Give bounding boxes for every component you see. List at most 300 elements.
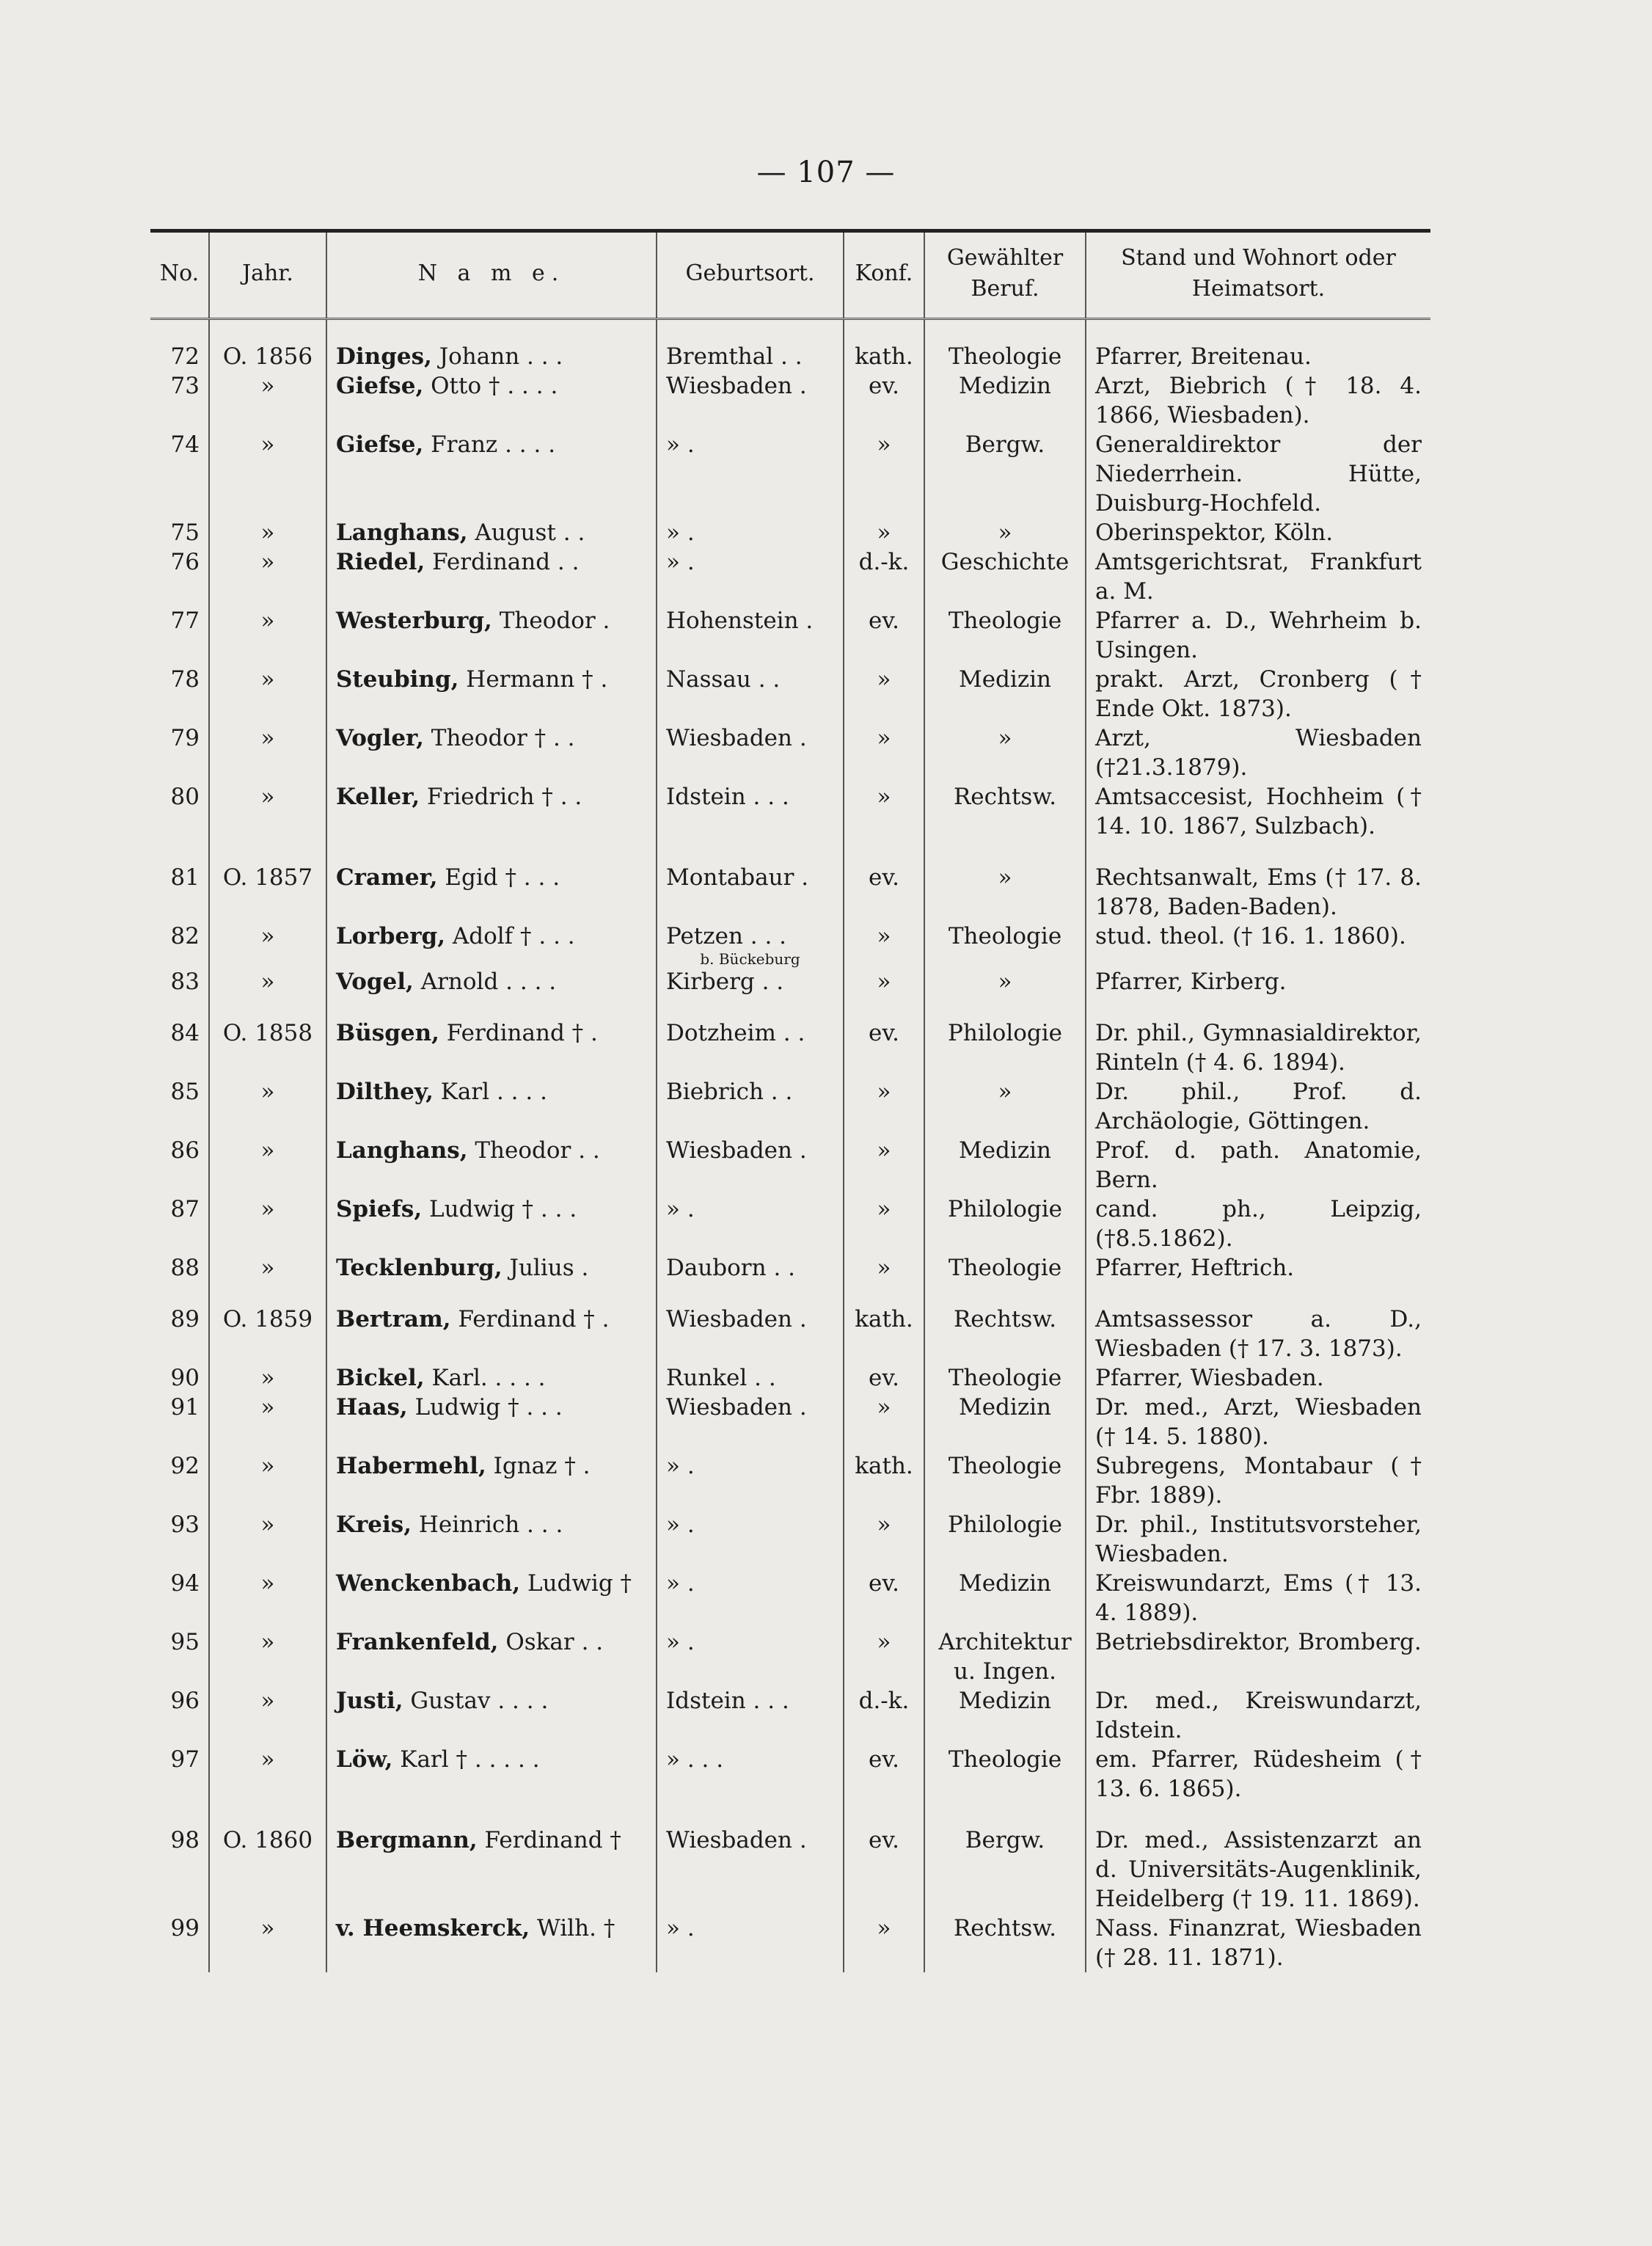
row-name bbox=[326, 1363, 657, 1393]
row-birthplace bbox=[657, 1077, 844, 1136]
row-number: 86 bbox=[170, 1137, 200, 1164]
row-surname: Bickel, bbox=[336, 1365, 425, 1391]
row-name bbox=[326, 665, 657, 723]
row-status-residence: Amtsgerichtsrat, Frankfurt a. M. bbox=[1086, 547, 1430, 606]
row-year: » bbox=[209, 1077, 326, 1136]
row-birthplace-text: » . bbox=[666, 1512, 695, 1538]
row-name bbox=[326, 371, 657, 430]
row-year: » bbox=[209, 1510, 326, 1569]
row-birthplace bbox=[657, 1686, 844, 1745]
table-row bbox=[150, 606, 1430, 665]
row-profession: Theologie bbox=[924, 1745, 1086, 1804]
row-confession: » bbox=[844, 922, 924, 967]
row-birthplace-text: Runkel . . bbox=[666, 1365, 776, 1391]
row-given-name: Johann . . . bbox=[431, 343, 563, 370]
row-year: » bbox=[209, 1363, 326, 1393]
row-number: 90 bbox=[170, 1365, 200, 1391]
row-number: 76 bbox=[170, 549, 200, 575]
row-confession: » bbox=[844, 1195, 924, 1253]
row-confession: » bbox=[844, 967, 924, 996]
row-surname: Tecklenburg, bbox=[336, 1255, 502, 1281]
table-row bbox=[150, 1451, 1430, 1510]
row-surname: Cramer, bbox=[336, 864, 438, 891]
row-birthplace bbox=[657, 371, 844, 430]
row-birthplace bbox=[657, 1914, 844, 1972]
row-confession: kath. bbox=[844, 1451, 924, 1510]
row-confession: ev. bbox=[844, 841, 924, 922]
row-profession: Philologie bbox=[924, 1510, 1086, 1569]
row-given-name: Ignaz † . bbox=[486, 1453, 591, 1479]
row-birthplace bbox=[657, 922, 844, 967]
row-confession: ev. bbox=[844, 371, 924, 430]
row-number: 96 bbox=[170, 1688, 200, 1714]
table-row bbox=[150, 841, 1430, 922]
row-confession: » bbox=[844, 1914, 924, 1972]
row-birthplace-text: » . bbox=[666, 1629, 695, 1655]
row-year: » bbox=[209, 1686, 326, 1745]
row-given-name: Karl † . . . . . bbox=[392, 1746, 540, 1773]
row-number: 91 bbox=[170, 1394, 200, 1421]
row-name bbox=[326, 1195, 657, 1253]
row-given-name: Theodor . bbox=[491, 608, 610, 634]
row-birthplace-text: Kirberg . . bbox=[666, 969, 784, 995]
row-year: » bbox=[209, 606, 326, 665]
row-birthplace bbox=[657, 319, 844, 372]
row-given-name: Hermann † . bbox=[458, 666, 608, 693]
row-profession: Medizin bbox=[924, 665, 1086, 723]
row-number: 84 bbox=[170, 1020, 200, 1046]
row-status-residence: Dr. med., Arzt, Wiesbaden († 14. 5. 1880). bbox=[1086, 1393, 1430, 1451]
row-birthplace-text: Petzen . . . bbox=[666, 923, 787, 949]
row-number: 74 bbox=[170, 431, 200, 458]
row-surname: Spiefs, bbox=[336, 1196, 423, 1222]
row-number: 88 bbox=[170, 1255, 200, 1281]
row-year: » bbox=[209, 1195, 326, 1253]
row-profession: Theologie bbox=[924, 922, 1086, 967]
row-birthplace-text: Nassau . . bbox=[666, 666, 781, 693]
row-year: » bbox=[209, 782, 326, 841]
row-year: » bbox=[209, 547, 326, 606]
row-number: 98 bbox=[170, 1827, 200, 1853]
row-confession: kath. bbox=[844, 1283, 924, 1363]
row-status-residence: cand. ph., Leipzig, (†8.5.1862). bbox=[1086, 1195, 1430, 1253]
row-birthplace-text: » . . . bbox=[666, 1746, 724, 1773]
row-profession: Philologie bbox=[924, 1195, 1086, 1253]
row-number: 99 bbox=[170, 1915, 200, 1941]
row-name bbox=[326, 430, 657, 518]
row-surname: Vogler, bbox=[336, 725, 424, 751]
row-number: 87 bbox=[170, 1196, 200, 1222]
row-birthplace-text: Montabaur . bbox=[666, 864, 809, 891]
row-surname: Westerburg, bbox=[336, 608, 492, 634]
row-status-residence: Pfarrer, Kirberg. bbox=[1086, 967, 1430, 996]
row-name bbox=[326, 1077, 657, 1136]
row-given-name: Theodor † . . bbox=[423, 725, 575, 751]
table-row bbox=[150, 922, 1430, 967]
row-birthplace bbox=[657, 1283, 844, 1363]
row-name bbox=[326, 996, 657, 1077]
table-row bbox=[150, 1195, 1430, 1253]
row-given-name: Otto † . . . . bbox=[423, 373, 558, 399]
table-row bbox=[150, 1804, 1430, 1914]
table-row bbox=[150, 518, 1430, 547]
row-status-residence: Generaldirektor der Niederrhein. Hütte, Duisburg-Hochfeld. bbox=[1086, 430, 1430, 518]
row-given-name: Theodor . . bbox=[467, 1137, 600, 1164]
row-status-residence: Subregens, Montabaur († Fbr. 1889). bbox=[1086, 1451, 1430, 1510]
row-name bbox=[326, 1627, 657, 1686]
row-name bbox=[326, 1393, 657, 1451]
row-year: » bbox=[209, 1253, 326, 1283]
row-profession: Rechtsw. bbox=[924, 1283, 1086, 1363]
row-profession: Medizin bbox=[924, 1136, 1086, 1195]
row-name bbox=[326, 319, 657, 372]
row-name bbox=[326, 1253, 657, 1283]
row-status-residence: Pfarrer, Wiesbaden. bbox=[1086, 1363, 1430, 1393]
row-birthplace-text: Bremthal . . bbox=[666, 343, 803, 370]
row-profession: » bbox=[924, 841, 1086, 922]
row-given-name: Ferdinand † bbox=[477, 1827, 621, 1853]
header-geburtsort: Geburtsort. bbox=[657, 231, 844, 319]
table-row bbox=[150, 782, 1430, 841]
row-profession: » bbox=[924, 1077, 1086, 1136]
row-year: » bbox=[209, 1393, 326, 1451]
table-row bbox=[150, 1745, 1430, 1804]
row-status-residence: Pfarrer a. D., Wehrheim b. Usingen. bbox=[1086, 606, 1430, 665]
header-konf: Konf. bbox=[844, 231, 924, 319]
row-year: » bbox=[209, 1569, 326, 1627]
row-confession: » bbox=[844, 665, 924, 723]
row-number: 79 bbox=[170, 725, 200, 751]
row-birthplace bbox=[657, 782, 844, 841]
row-year: » bbox=[209, 1451, 326, 1510]
row-birthplace-text: » . bbox=[666, 549, 695, 575]
row-number: 92 bbox=[170, 1453, 200, 1479]
row-profession: Bergw. bbox=[924, 1804, 1086, 1914]
row-number: 72 bbox=[170, 343, 200, 370]
row-confession: » bbox=[844, 430, 924, 518]
row-birthplace-text: Wiesbaden . bbox=[666, 725, 807, 751]
row-name bbox=[326, 922, 657, 967]
row-given-name: Egid † . . . bbox=[437, 864, 560, 891]
row-birthplace-text: » . bbox=[666, 519, 695, 546]
page-number: — 107 — bbox=[756, 156, 896, 189]
row-year: O. 1860 bbox=[209, 1804, 326, 1914]
table-row bbox=[150, 665, 1430, 723]
row-birthplace-text: Biebrich . . bbox=[666, 1079, 793, 1105]
row-birthplace bbox=[657, 1253, 844, 1283]
row-name bbox=[326, 841, 657, 922]
row-year: » bbox=[209, 665, 326, 723]
row-confession: » bbox=[844, 782, 924, 841]
row-confession: » bbox=[844, 518, 924, 547]
row-given-name: Ferdinand † . bbox=[450, 1306, 610, 1332]
row-status-residence: Dr. phil., Institutsvorsteher, Wiesbaden. bbox=[1086, 1510, 1430, 1569]
row-confession: kath. bbox=[844, 319, 924, 372]
row-year: » bbox=[209, 922, 326, 967]
row-surname: Lorberg, bbox=[336, 923, 446, 949]
table-row bbox=[150, 1627, 1430, 1686]
row-profession: Geschichte bbox=[924, 547, 1086, 606]
row-name bbox=[326, 1569, 657, 1627]
row-birthplace bbox=[657, 1393, 844, 1451]
row-name bbox=[326, 1686, 657, 1745]
header-beruf: Gewählter Beruf. bbox=[924, 231, 1086, 319]
row-birthplace bbox=[657, 967, 844, 996]
row-birthplace bbox=[657, 1510, 844, 1569]
row-profession: Medizin bbox=[924, 1569, 1086, 1627]
table-row bbox=[150, 1253, 1430, 1283]
row-given-name: Ludwig † bbox=[520, 1570, 632, 1597]
row-number: 82 bbox=[170, 923, 200, 949]
row-status-residence: Arzt, Biebrich († 18. 4. 1866, Wiesbaden). bbox=[1086, 371, 1430, 430]
row-confession: ev. bbox=[844, 1745, 924, 1804]
table-header-row bbox=[150, 231, 1430, 319]
table-row bbox=[150, 1914, 1430, 1972]
row-birthplace-text: Hohenstein . bbox=[666, 608, 814, 634]
row-given-name: Friedrich † . . bbox=[420, 784, 582, 810]
row-surname: Wenckenbach, bbox=[336, 1570, 521, 1597]
row-name bbox=[326, 606, 657, 665]
row-name bbox=[326, 1283, 657, 1363]
row-status-residence: Pfarrer, Breitenau. bbox=[1086, 319, 1430, 372]
row-year: » bbox=[209, 518, 326, 547]
row-surname: Löw, bbox=[336, 1746, 393, 1773]
row-status-residence: Arzt, Wiesbaden (†21.3.1879). bbox=[1086, 723, 1430, 782]
row-birthplace bbox=[657, 1745, 844, 1804]
row-name bbox=[326, 518, 657, 547]
row-birthplace bbox=[657, 1363, 844, 1393]
row-confession: ev. bbox=[844, 1569, 924, 1627]
row-year: » bbox=[209, 1745, 326, 1804]
header-name: N a m e. bbox=[326, 231, 657, 319]
row-birthplace bbox=[657, 606, 844, 665]
row-status-residence: Pfarrer, Heftrich. bbox=[1086, 1253, 1430, 1283]
table-row bbox=[150, 1136, 1430, 1195]
row-number: 95 bbox=[170, 1629, 200, 1655]
row-confession: » bbox=[844, 1510, 924, 1569]
row-given-name: Franz . . . . bbox=[423, 431, 556, 458]
row-confession: d.-k. bbox=[844, 1686, 924, 1745]
row-birthplace bbox=[657, 430, 844, 518]
table-row bbox=[150, 723, 1430, 782]
table-row bbox=[150, 1283, 1430, 1363]
row-surname: Justi, bbox=[336, 1688, 403, 1714]
row-status-residence: em. Pfarrer, Rüdesheim († 13. 6. 1865). bbox=[1086, 1745, 1430, 1804]
row-year: » bbox=[209, 371, 326, 430]
row-birthplace bbox=[657, 1804, 844, 1914]
row-profession: Theologie bbox=[924, 1253, 1086, 1283]
row-surname: Habermehl, bbox=[336, 1453, 486, 1479]
row-birthplace bbox=[657, 1569, 844, 1627]
table-row bbox=[150, 319, 1430, 372]
row-name bbox=[326, 1745, 657, 1804]
row-birthplace-text: Wiesbaden . bbox=[666, 373, 807, 399]
row-number: 93 bbox=[170, 1512, 200, 1538]
row-birthplace-text: Idstein . . . bbox=[666, 784, 789, 810]
row-year: » bbox=[209, 1914, 326, 1972]
table-row bbox=[150, 547, 1430, 606]
row-number: 85 bbox=[170, 1079, 200, 1105]
row-given-name: Ferdinand † . bbox=[439, 1020, 598, 1046]
row-year: O. 1857 bbox=[209, 841, 326, 922]
row-name bbox=[326, 782, 657, 841]
row-name bbox=[326, 1510, 657, 1569]
row-status-residence: Dr. med., Assistenzarzt an d. Universitäts-Augenklinik, Heidelberg († 19. 11. 1869). bbox=[1086, 1804, 1430, 1914]
table-row bbox=[150, 996, 1430, 1077]
row-birthplace-text: Idstein . . . bbox=[666, 1688, 789, 1714]
row-profession: Architektur u. Ingen. bbox=[924, 1627, 1086, 1686]
row-birthplace bbox=[657, 996, 844, 1077]
row-birthplace bbox=[657, 1195, 844, 1253]
table-row bbox=[150, 967, 1430, 996]
row-profession: Medizin bbox=[924, 371, 1086, 430]
row-confession: » bbox=[844, 1136, 924, 1195]
row-surname: Giefse, bbox=[336, 373, 424, 399]
row-surname: Kreis, bbox=[336, 1512, 412, 1538]
row-surname: Bertram, bbox=[336, 1306, 451, 1332]
row-given-name: Heinrich . . . bbox=[412, 1512, 563, 1538]
row-given-name: Karl . . . . bbox=[433, 1079, 547, 1105]
row-status-residence: Dr. phil., Prof. d. Archäologie, Göttingen. bbox=[1086, 1077, 1430, 1136]
row-given-name: August . . bbox=[467, 519, 585, 546]
row-status-residence: prakt. Arzt, Cronberg († Ende Okt. 1873). bbox=[1086, 665, 1430, 723]
row-birthplace bbox=[657, 547, 844, 606]
row-given-name: Julius . bbox=[502, 1255, 589, 1281]
row-name bbox=[326, 1451, 657, 1510]
row-confession: » bbox=[844, 1077, 924, 1136]
row-name bbox=[326, 967, 657, 996]
row-year: O. 1858 bbox=[209, 996, 326, 1077]
row-birthplace-text: » . bbox=[666, 1196, 695, 1222]
row-status-residence: Dr. phil., Gymnasialdirektor, Rinteln († 4. 6. 1894). bbox=[1086, 996, 1430, 1077]
table-row bbox=[150, 1510, 1430, 1569]
row-birthplace bbox=[657, 1627, 844, 1686]
row-birthplace-text: Wiesbaden . bbox=[666, 1827, 807, 1853]
row-given-name: Arnold . . . . bbox=[413, 969, 557, 995]
row-profession: Theologie bbox=[924, 319, 1086, 372]
row-name bbox=[326, 723, 657, 782]
row-status-residence: Oberinspektor, Köln. bbox=[1086, 518, 1430, 547]
row-birthplace-text: » . bbox=[666, 1570, 695, 1597]
row-confession: ev. bbox=[844, 1804, 924, 1914]
row-confession: » bbox=[844, 1253, 924, 1283]
row-status-residence: Amtsassessor a. D., Wiesbaden († 17. 3. 1873). bbox=[1086, 1283, 1430, 1363]
row-year: » bbox=[209, 1627, 326, 1686]
row-year: » bbox=[209, 1136, 326, 1195]
row-profession: Medizin bbox=[924, 1686, 1086, 1745]
row-profession: Rechtsw. bbox=[924, 1914, 1086, 1972]
row-confession: » bbox=[844, 1393, 924, 1451]
row-year: O. 1859 bbox=[209, 1283, 326, 1363]
row-given-name: Oskar . . bbox=[498, 1629, 604, 1655]
row-confession: ev. bbox=[844, 606, 924, 665]
row-year: » bbox=[209, 723, 326, 782]
row-number: 89 bbox=[170, 1306, 200, 1332]
table-row bbox=[150, 1363, 1430, 1393]
row-confession: ev. bbox=[844, 1363, 924, 1393]
row-number: 78 bbox=[170, 666, 200, 693]
row-profession: Theologie bbox=[924, 606, 1086, 665]
row-year: O. 1856 bbox=[209, 319, 326, 372]
row-surname: Riedel, bbox=[336, 549, 425, 575]
row-profession: Theologie bbox=[924, 1363, 1086, 1393]
row-surname: Haas, bbox=[336, 1394, 408, 1421]
row-profession: » bbox=[924, 723, 1086, 782]
row-number: 97 bbox=[170, 1746, 200, 1773]
row-year: » bbox=[209, 967, 326, 996]
row-surname: Frankenfeld, bbox=[336, 1629, 499, 1655]
row-surname: Langhans, bbox=[336, 519, 468, 546]
row-birthplace-text: Wiesbaden . bbox=[666, 1394, 807, 1421]
row-surname: v. Heemskerck, bbox=[336, 1915, 530, 1941]
row-confession: » bbox=[844, 1627, 924, 1686]
row-status-residence: Dr. med., Kreiswundarzt, Idstein. bbox=[1086, 1686, 1430, 1745]
row-status-residence: Rechtsanwalt, Ems († 17. 8. 1878, Baden-Baden). bbox=[1086, 841, 1430, 922]
row-birthplace-text: Dotzheim . . bbox=[666, 1020, 805, 1046]
table-body bbox=[150, 319, 1430, 1973]
row-birthplace-text: » . bbox=[666, 431, 695, 458]
row-birthplace bbox=[657, 665, 844, 723]
row-profession: Rechtsw. bbox=[924, 782, 1086, 841]
row-status-residence: Nass. Finanzrat, Wiesbaden († 28. 11. 1871). bbox=[1086, 1914, 1430, 1972]
row-given-name: Ludwig † . . . bbox=[407, 1394, 563, 1421]
row-status-residence: Amtsaccesist, Hochheim († 14. 10. 1867, Sulzbach). bbox=[1086, 782, 1430, 841]
row-status-residence: stud. theol. († 16. 1. 1860). bbox=[1086, 922, 1430, 967]
row-given-name: Gustav . . . . bbox=[403, 1688, 549, 1714]
row-confession: » bbox=[844, 723, 924, 782]
row-status-residence: Prof. d. path. Anatomie, Bern. bbox=[1086, 1136, 1430, 1195]
row-birthplace bbox=[657, 518, 844, 547]
header-jahr: Jahr. bbox=[209, 231, 326, 319]
row-surname: Dilthey, bbox=[336, 1079, 434, 1105]
row-surname: Bergmann, bbox=[336, 1827, 478, 1853]
row-surname: Büsgen, bbox=[336, 1020, 439, 1046]
row-number: 83 bbox=[170, 969, 200, 995]
table-row bbox=[150, 1077, 1430, 1136]
row-given-name: Ludwig † . . . bbox=[422, 1196, 577, 1222]
row-surname: Giefse, bbox=[336, 431, 424, 458]
row-confession: ev. bbox=[844, 996, 924, 1077]
row-given-name: Ferdinand . . bbox=[425, 549, 580, 575]
row-number: 81 bbox=[170, 864, 200, 891]
row-confession: d.-k. bbox=[844, 547, 924, 606]
row-surname: Langhans, bbox=[336, 1137, 468, 1164]
row-profession: Medizin bbox=[924, 1393, 1086, 1451]
row-birthplace-text: Wiesbaden . bbox=[666, 1306, 807, 1332]
row-number: 94 bbox=[170, 1570, 200, 1597]
row-status-residence: Betriebsdirektor, Bromberg. bbox=[1086, 1627, 1430, 1686]
row-surname: Dinges, bbox=[336, 343, 432, 370]
row-name bbox=[326, 1914, 657, 1972]
row-profession: » bbox=[924, 518, 1086, 547]
row-profession: Theologie bbox=[924, 1451, 1086, 1510]
row-given-name: Karl. . . . . bbox=[424, 1365, 546, 1391]
row-birthplace-text: Wiesbaden . bbox=[666, 1137, 807, 1164]
row-birthplace-sub: b. Bückeburg bbox=[700, 950, 800, 968]
row-birthplace bbox=[657, 841, 844, 922]
row-profession: Philologie bbox=[924, 996, 1086, 1077]
row-given-name: Wilh. † bbox=[530, 1915, 615, 1941]
row-number: 75 bbox=[170, 519, 200, 546]
row-birthplace-text: Dauborn . . bbox=[666, 1255, 796, 1281]
row-name bbox=[326, 1804, 657, 1914]
row-year: » bbox=[209, 430, 326, 518]
row-profession: » bbox=[924, 967, 1086, 996]
row-name bbox=[326, 1136, 657, 1195]
row-surname: Keller, bbox=[336, 784, 420, 810]
row-status-residence: Kreiswundarzt, Ems († 13. 4. 1889). bbox=[1086, 1569, 1430, 1627]
register-table bbox=[150, 229, 1430, 1972]
